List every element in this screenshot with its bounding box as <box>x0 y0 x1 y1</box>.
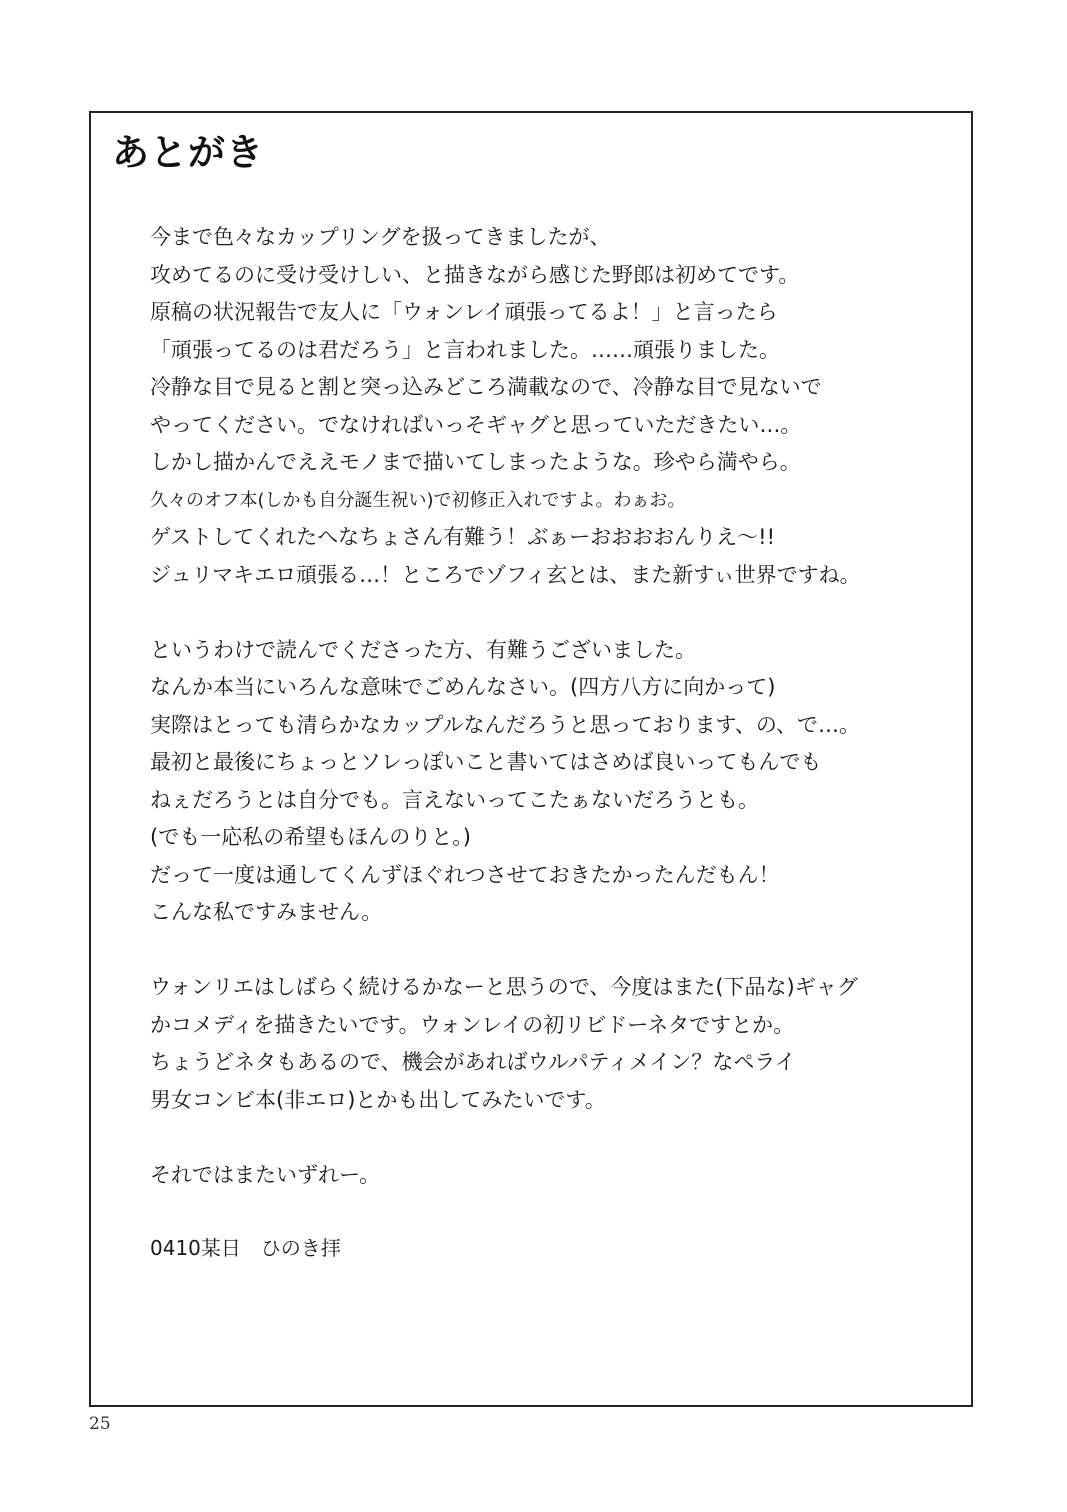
text-line: やってください。でなければいっそギャグと思っていただきたい…。 <box>150 412 802 437</box>
paragraph-gap <box>150 932 950 970</box>
text-line: ジュリマキエロ頑張る…！ところでゾフィ玄とは、また新すぃ世界ですね。 <box>150 562 861 587</box>
text-line: (でも一応私の希望もほんのりと。) <box>150 825 471 849</box>
text-line: それではまたいずれー。 <box>150 1162 381 1187</box>
text-line: 実際はとっても清らかなカップルなんだろうと思っております、の、で…。 <box>150 712 861 737</box>
text-line: だって一度は通してくんずほぐれつさせておきたかったんだもん！ <box>150 862 780 887</box>
text-line: なんか本当にいろんな意味でごめんなさい。(四方八方に向かって) <box>150 675 776 699</box>
text-line: 冷静な目で見ると割と突っ込みどころ満載なので、冷静な目で見ないで <box>150 375 822 399</box>
page-title: あとがき <box>112 131 264 174</box>
signature: 0410某日 ひのき拝 <box>150 1236 341 1260</box>
paragraph-3 <box>150 969 950 1119</box>
text-line: 最初と最後にちょっとソレっぽいこと書いてはさめば良いってもんでも <box>150 750 822 774</box>
text-line: 今まで色々なカップリングを扱ってきましたが、 <box>150 225 611 249</box>
text-line: かコメディを描きたいです。ウォンレイの初リビドーネタですとか。 <box>150 1012 795 1037</box>
text-line: こんな私ですみません。 <box>150 900 383 924</box>
text-line: 原稿の状況報告で友人に「ウォンレイ頑張ってるよ！」と言ったら <box>150 300 778 324</box>
text-line: ちょうどネタもあるので、機会があればウルパティメイン？なペライ <box>150 1050 796 1074</box>
text-line: 久々のオフ本(しかも自分誕生祝い)で初修正入れですよ。わぁお。 <box>150 489 686 511</box>
text-line: しかし描かんでええモノまで描いてしまったような。珍やら満やら。 <box>150 450 801 474</box>
paragraph-gap <box>150 594 950 632</box>
text-line: というわけで読んでくださった方、有難うございました。 <box>150 637 696 662</box>
text-line: ゲストしてくれたへなちょさん有難う！ぶぁーおおおおんりえ～!! <box>150 525 775 549</box>
page-number: 25 <box>89 1414 111 1434</box>
text-line: 攻めてるのに受け受けしい、と描きながら感じた野郎は初めてです。 <box>150 262 800 287</box>
text-line: ウォンリエはしばらく続けるかなーと思うので、今度はまた(下品な)ギャグ <box>150 975 858 999</box>
paragraph-4 <box>150 1157 950 1195</box>
paragraph-1 <box>150 219 950 594</box>
afterword-body <box>150 219 950 1194</box>
paragraph-gap <box>150 1119 950 1157</box>
text-line: 「頑張ってるのは君だろう」と言われました。……頑張りました。 <box>150 337 780 362</box>
text-line: 男女コンビ本(非エロ)とかも出してみたいです。 <box>150 1087 606 1112</box>
text-line: ねぇだろうとは自分でも。言えないってこたぁないだろうとも。 <box>150 787 759 812</box>
paragraph-2 <box>150 632 950 932</box>
